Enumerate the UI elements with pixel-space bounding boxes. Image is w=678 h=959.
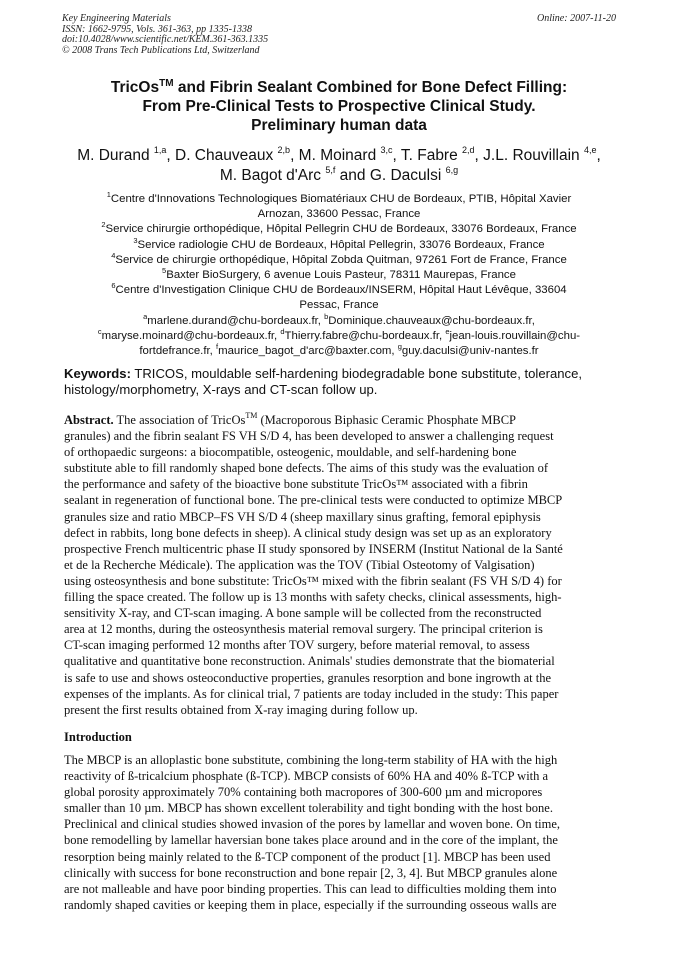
abstract-line: is safe to use and shows osteoconductive properties, granules resorption and bone ingrowth at the [64,670,552,685]
keywords-line-2: histology/morphometry, X-rays and CT-scan follow up. [64,382,378,397]
keywords [64,366,616,398]
abstract-line: Abstract. The association of TricOs™ (Macroporous Biphasic Ceramic Phosphate MBCP [64,411,517,427]
abstract [64,412,616,718]
doi-line: doi:10.4028/www.scientific.net/KEM.361-363.1335 [62,34,269,45]
intro-line: randomly shaped cavities or keeping them in place, especially if the surrounding osseous walls are [64,897,557,912]
abstract-line: substitute able to fill randomly shaped bone defects. The aims of this study was the evaluation of [64,461,549,476]
keywords-label: Keywords: [64,366,131,381]
abstract-line: expenses of the implants. As for clinical trial, 7 patients are today included in the study: This paper [64,686,559,701]
abstract-line: area at 12 months, during the osteosynthesis material removal surgery. The principal criterion is [64,622,543,637]
affiliation-2: $^2$Service chirurgie orthopédique, Hôpital Pellegrin CHU de Bordeaux, 33076 Bordeaux, France [101,220,577,236]
abstract-line: filling the space created. The follow up is 13 months with safety checks, clinical assessments, high- [64,590,562,605]
email-line-1: $^a$marlene.durand@chu-bordeaux.fr, $^b$Dominique.chauveaux@chu-bordeaux.fr, [143,311,535,327]
journal-header [62,14,616,56]
email-line-3: fortdefrance.fr, $^f$maurice_bagot_d'arc@baxter.com, $^g$guy.daculsi@univ-nantes.fr [139,342,539,358]
abstract-line: present the first results obtained from X-ray imaging during follow up. [64,702,418,717]
author-list [40,146,638,186]
abstract-line: sealant in regeneration of functional bone. The pre-clinical tests were conducted to optimize MBCP [64,493,563,508]
intro-line: global porosity approximately 70% containing both macropores of 300-600 µm and micropores [64,785,543,800]
abstract-line: qualitative and quantitative bone reconstruction. Animals' studies demonstrate that the biomaterial [64,654,555,669]
title-line-3: Preliminary human data [251,117,427,134]
online-date: Online: 2007-11-20 [537,13,616,24]
abstract-line: granules size and ratio MBCP–FS VH S/D 4 (sheep maxillary sinus grafting, femoral epiphysis [64,509,541,524]
abstract-line: the performance and safety of the bioactive bone substitute TricOs™ associated with a fibrin [64,477,528,492]
introduction-heading: Introduction [64,730,132,744]
abstract-line: CT-scan imaging performed 12 months after TOV surgery, before material removal, to assess [64,638,530,653]
author-line-2: M. Bagot d'Arc $^{5,f}$ and G. Daculsi $^{6,g}$ [219,165,459,184]
intro-line: resorption being mainly related to the ß-TCP component of the product [1]. MBCP has been used [64,849,551,864]
affiliation-3: $^3$Service radiologie CHU de Bordeaux, Hôpital Pellegrin, 33076 Bordeaux, France [133,235,545,251]
affiliations [60,192,618,359]
email-line-2: $^c$maryse.moinard@chu-bordeaux.fr, $^d$Thierry.fabre@chu-bordeaux.fr, $^e$jean-louis.rouvillain@chu- [97,326,581,342]
introduction-body [64,752,616,913]
abstract-line: defect in rabbits, long bone defects in sheep). A clinical study design was set up as an exploratory [64,525,552,540]
abstract-line: prospective French multicentric phase II study sponsored by INSERM (Institut National de la Santé [64,541,563,556]
keywords-line-1: Keywords: TRICOS, mouldable self-hardening biodegradable bone substitute, tolerance, [64,366,582,381]
abstract-line: sensitivity X-ray, and CT-scan imaging. A bone sample will be collected from the reconstructed [64,606,542,621]
intro-line: reactivity of ß-tricalcium phosphate (ß-TCP). MBCP consists of 60% HA and 40% ß-TCP with a [64,769,549,784]
issn-line: ISSN: 1662-9795, Vols. 361-363, pp 1335-1338 [62,23,252,35]
abstract-line: et de la Recherche Médicale). The application was the TOV (Tibial Osteotomy of Valgisation) [64,557,535,572]
abstract-line: of orthopaedic surgeons: a biocompatible, osteogenic, mouldable, and self-hardening bone [64,445,517,460]
affiliation-5: $^5$Baxter BioSurgery, 6 avenue Louis Pasteur, 78311 Maurepas, France [162,266,516,282]
author-line-1: M. Durand $^{1,a}$, D. Chauveaux $^{2,b}$, M. Moinard $^{3,c}$, T. Fabre $^{2,d}$, J.L. Rouvillain $^{4,e}$, [77,145,601,164]
affiliation-6-cont: Pessac, France [299,299,379,312]
intro-line: clinically with success for bone reconstruction and bone repair [2, 3, 4]. But MBCP granules alone [64,865,558,880]
abstract-line: using osteosynthesis and bone substitute: TricOs™ mixed with the fibrin sealant (FS VH S/D 4) for [64,573,562,588]
affiliation-1: $^1$Centre d'Innovations Technologiques Biomatériaux CHU de Bordeaux, PTIB, Hôpital Xavier [106,190,572,205]
title-line-2: From Pre-Clinical Tests to Prospective Clinical Study. [142,98,536,115]
intro-line: The MBCP is an alloplastic bone substitute, combining the long-term stability of HA with the high [64,753,558,767]
title-line-1: TricOs™ and Fibrin Sealant Combined for Bone Defect Filling: [110,78,568,96]
copyright-line: © 2008 Trans Tech Publications Ltd, Switzerland [62,44,260,56]
intro-line: smaller than 10 µm. MBCP has shown excellent tolerability and tight bonding with the host bone. [64,801,553,816]
affiliation-1-cont: Arnozan, 33600 Pessac, France [257,208,421,221]
intro-line: bone remodelling by lamellar haversian bone takes place around and in the core of the implant, the [64,833,558,848]
affiliation-6: $^6$Centre d'Investigation Clinique CHU de Bordeaux/INSERM, Hôpital Haut Lévêque, 33604 [111,281,567,297]
abstract-line: granules) and the fibrin sealant FS VH S/D 4, has been developed to answer a challenging request [64,429,554,444]
intro-line: are not malleable and have poor binding properties. This can lead to difficulties molding them into [64,881,557,896]
abstract-label: Abstract. [64,413,114,427]
paper-title [40,78,638,135]
journal-name: Key Engineering Materials [62,13,171,24]
intro-line: Preclinical and clinical studies showed invasion of the pores by lamellar and woven bone. On time, [64,817,561,832]
affiliation-4: $^4$Service de chirurgie orthopédique, Hôpital Zobda Quitman, 97261 Fort de France, France [111,250,567,266]
